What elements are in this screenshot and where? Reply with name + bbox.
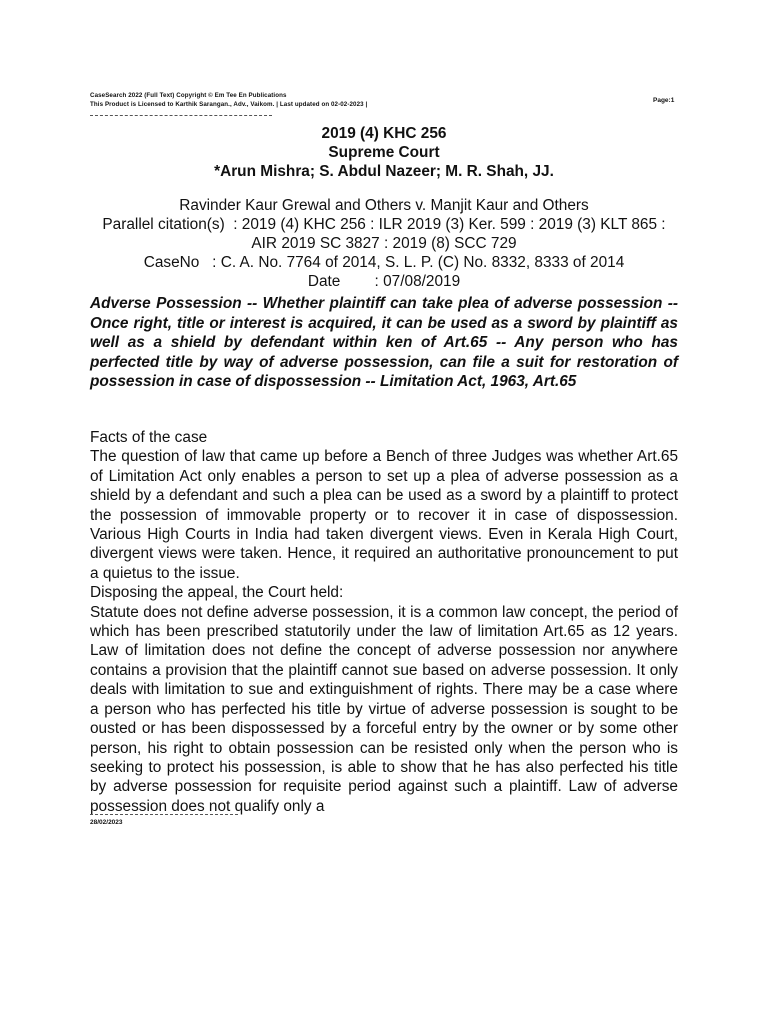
footer-date: 28/02/2023 bbox=[90, 819, 123, 826]
facts-text: The question of law that came up before a Bench of three Judges was whether Art.65 of Limitation Act only enables a person to set up a plea of adverse possession as a shield by a defendant and such a plea can be used as a sword by a plaintiff to protect the possession of immovable property or to recover it in case of dispossession. Various High Courts in India had taken divergent views. Even in Kerala High Court, divergent views were taken. Hence, it required an authoritative pronouncement to put a quietus to the issue. bbox=[90, 448, 678, 582]
parties: Ravinder Kaur Grewal and Others v. Manjit Kaur and Others bbox=[179, 197, 589, 214]
held-heading: Disposing the appeal, the Court held: bbox=[90, 584, 344, 602]
page-header bbox=[90, 91, 367, 109]
parallel-citations: Parallel citation(s) : 2019 (4) KHC 256 : ILR 2019 (3) Ker. 599 : 2019 (3) KLT 865 : AIR 2019 SC 3827 : 2019 (8) SCC 729 bbox=[102, 216, 670, 252]
footer-divider bbox=[90, 814, 238, 815]
case-number: CaseNo : C. A. No. 7764 of 2014, S. L. P. (C) No. 8332, 8333 of 2014 bbox=[143, 254, 625, 271]
header-divider bbox=[90, 115, 272, 116]
case-meta bbox=[90, 196, 678, 291]
court-name: Supreme Court bbox=[328, 144, 440, 161]
case-body bbox=[90, 428, 678, 816]
judges: *Arun Mishra; S. Abdul Nazeer; M. R. Shah, JJ. bbox=[214, 163, 554, 180]
citation-main: 2019 (4) KHC 256 bbox=[321, 125, 447, 142]
judgment-date: Date : 07/08/2019 bbox=[307, 273, 461, 290]
citation-block bbox=[90, 124, 678, 291]
page-number: Page:1 bbox=[653, 97, 675, 104]
held-text: Statute does not define adverse possession, it is a common law concept, the period of which has been prescribed statutorily under the law of limitation Art.65 as 12 years. Law of limitation does not define the concept of adverse possession nor anywhere contains a provision that the plaintiff cannot sue based on adverse possession. It only deals with limitation to sue and extinguishment of rights. There may be a case where a person who has perfected his title by virtue of adverse possession is sought to be ousted or has been dispossessed by a forceful entry by the owner or by some other person, his right to obtain possession can be resisted only when the person who is seeking to protect his possession, is able to show that he has also perfected his title by adverse possession for requisite period against such a plaintiff. Law of adverse possession does not qualify only a bbox=[90, 603, 678, 815]
facts-heading: Facts of the case bbox=[90, 429, 208, 446]
licence-line: This Product is Licensed to Karthik Sarangan., Adv., Vaikom. | Last updated on 02-02-2023 | bbox=[90, 101, 368, 108]
headnote: Adverse Possession -- Whether plaintiff can take plea of adverse possession -- Once right, title or interest is acquired, it can be used as a sword by plaintiff as well as a shield by defendant within ken of Art.65 -- Any person who has perfected title by way of adverse possession, can file a suit for restoration of possession in case of dispossession -- Limitation Act, 1963, Art.65 bbox=[90, 295, 678, 390]
copyright-line: CaseSearch 2022 (Full Text) Copyright © Em Tee En Publications bbox=[90, 92, 287, 99]
